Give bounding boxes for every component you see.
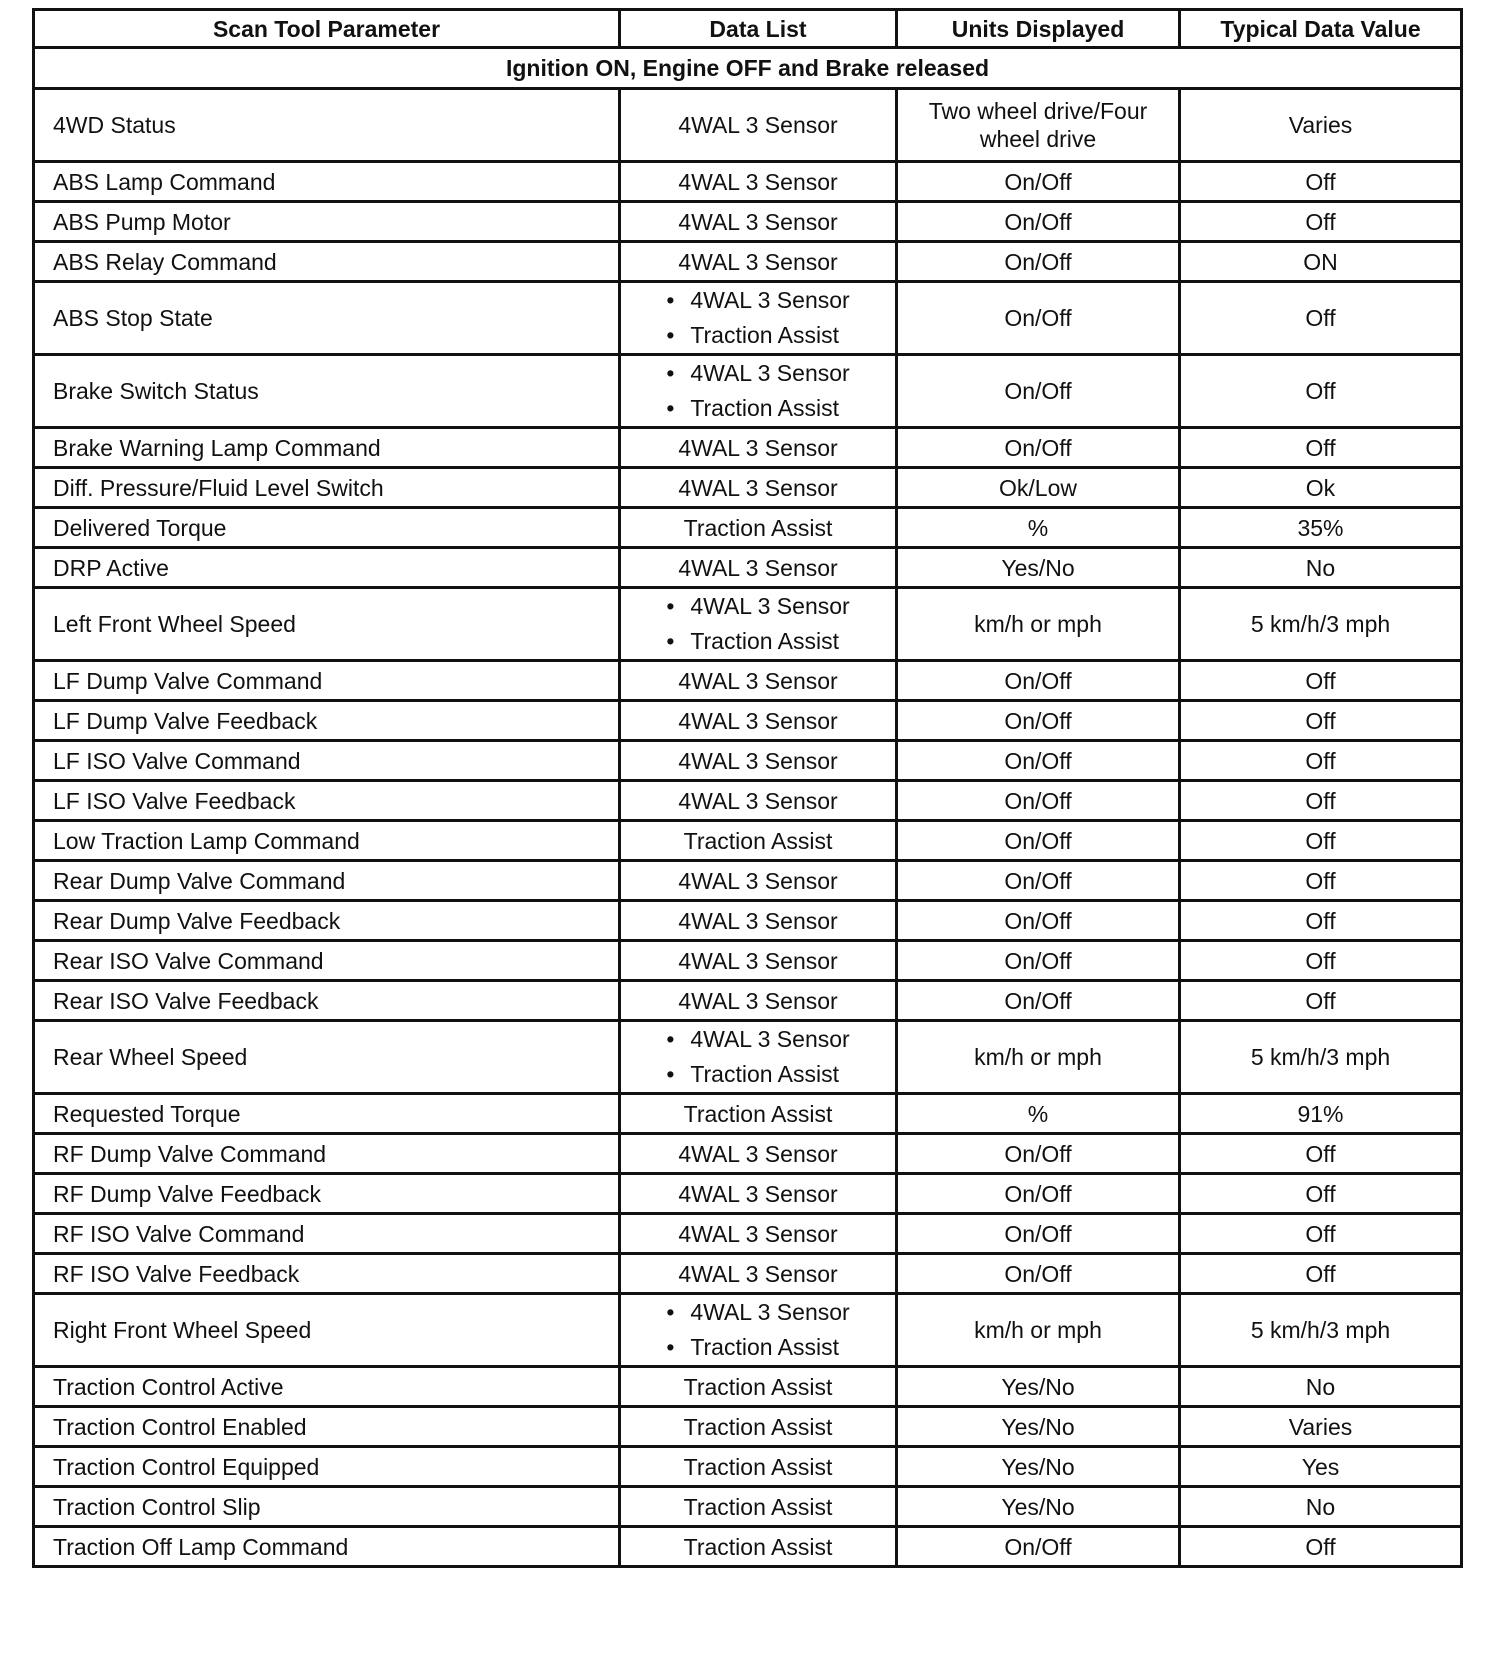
cell-typical-data-value: Off <box>1180 901 1462 941</box>
bullet-icon: • <box>666 1334 675 1360</box>
cell-scan-tool-parameter: Rear ISO Valve Command <box>34 941 620 981</box>
cell-units-displayed: km/h or mph <box>897 1021 1180 1094</box>
table-row <box>34 901 1462 941</box>
cell-typical-data-value: ON <box>1180 242 1462 282</box>
cell-data-list <box>620 282 897 355</box>
cell-scan-tool-parameter: Traction Control Equipped <box>34 1447 620 1487</box>
cell-units-displayed: Ok/Low <box>897 468 1180 508</box>
cell-typical-data-value: Off <box>1180 741 1462 781</box>
cell-units-displayed: On/Off <box>897 861 1180 901</box>
table-row <box>34 242 1462 282</box>
header-scan-tool-parameter: Scan Tool Parameter <box>34 10 620 48</box>
table-row <box>34 1021 1462 1094</box>
cell-units-displayed: On/Off <box>897 162 1180 202</box>
cell-units-displayed: On/Off <box>897 1214 1180 1254</box>
table-row <box>34 1407 1462 1447</box>
table-row <box>34 1527 1462 1567</box>
cell-typical-data-value: Yes <box>1180 1447 1462 1487</box>
cell-data-list: 4WAL 3 Sensor <box>620 701 897 741</box>
cell-units-displayed: Two wheel drive/Four wheel drive <box>897 89 1180 162</box>
cell-data-list: 4WAL 3 Sensor <box>620 468 897 508</box>
data-list-item-label: 4WAL 3 Sensor <box>690 1026 850 1052</box>
cell-data-list: Traction Assist <box>620 1407 897 1447</box>
cell-data-list: Traction Assist <box>620 1487 897 1527</box>
cell-units-displayed: Yes/No <box>897 1367 1180 1407</box>
cell-scan-tool-parameter: Delivered Torque <box>34 508 620 548</box>
cell-scan-tool-parameter: RF ISO Valve Feedback <box>34 1254 620 1294</box>
table-row <box>34 355 1462 428</box>
table-row <box>34 861 1462 901</box>
cell-units-displayed: On/Off <box>897 661 1180 701</box>
cell-typical-data-value: 5 km/h/3 mph <box>1180 1021 1462 1094</box>
cell-typical-data-value: Varies <box>1180 89 1462 162</box>
cell-scan-tool-parameter: RF ISO Valve Command <box>34 1214 620 1254</box>
data-list-item-label: 4WAL 3 Sensor <box>690 593 850 619</box>
cell-scan-tool-parameter: 4WD Status <box>34 89 620 162</box>
cell-scan-tool-parameter: ABS Relay Command <box>34 242 620 282</box>
cell-scan-tool-parameter: LF Dump Valve Feedback <box>34 701 620 741</box>
cell-units-displayed: km/h or mph <box>897 588 1180 661</box>
cell-data-list: 4WAL 3 Sensor <box>620 548 897 588</box>
cell-scan-tool-parameter: ABS Pump Motor <box>34 202 620 242</box>
table-row <box>34 1367 1462 1407</box>
cell-typical-data-value: Off <box>1180 282 1462 355</box>
cell-units-displayed: On/Off <box>897 428 1180 468</box>
table-row <box>34 1094 1462 1134</box>
bullet-icon: • <box>666 287 675 313</box>
cell-typical-data-value: Ok <box>1180 468 1462 508</box>
data-list-item <box>666 624 849 659</box>
scan-tool-data-table <box>32 8 1463 1568</box>
table-row <box>34 468 1462 508</box>
cell-data-list: 4WAL 3 Sensor <box>620 428 897 468</box>
cell-units-displayed: Yes/No <box>897 1447 1180 1487</box>
cell-typical-data-value: No <box>1180 1487 1462 1527</box>
table-row <box>34 548 1462 588</box>
table-body <box>34 48 1462 1567</box>
cell-data-list: 4WAL 3 Sensor <box>620 901 897 941</box>
cell-typical-data-value: Off <box>1180 661 1462 701</box>
data-list-item <box>666 1022 849 1057</box>
table-row <box>34 741 1462 781</box>
cell-scan-tool-parameter: Rear ISO Valve Feedback <box>34 981 620 1021</box>
cell-scan-tool-parameter: Traction Control Active <box>34 1367 620 1407</box>
table-row <box>34 1134 1462 1174</box>
table-row <box>34 1174 1462 1214</box>
cell-typical-data-value: Off <box>1180 1527 1462 1567</box>
cell-data-list: 4WAL 3 Sensor <box>620 661 897 701</box>
data-list-item-label: Traction Assist <box>690 1061 840 1087</box>
table-header <box>34 10 1462 48</box>
table-row <box>34 981 1462 1021</box>
cell-scan-tool-parameter: Diff. Pressure/Fluid Level Switch <box>34 468 620 508</box>
table-row <box>34 661 1462 701</box>
cell-units-displayed: On/Off <box>897 355 1180 428</box>
data-list-item <box>666 391 849 426</box>
table-row <box>34 282 1462 355</box>
data-list-bullets <box>666 283 849 353</box>
cell-typical-data-value: Off <box>1180 701 1462 741</box>
cell-data-list: 4WAL 3 Sensor <box>620 861 897 901</box>
cell-data-list: 4WAL 3 Sensor <box>620 242 897 282</box>
cell-data-list: Traction Assist <box>620 1367 897 1407</box>
cell-units-displayed: On/Off <box>897 821 1180 861</box>
cell-data-list: 4WAL 3 Sensor <box>620 781 897 821</box>
header-typical-data-value: Typical Data Value <box>1180 10 1462 48</box>
cell-data-list: 4WAL 3 Sensor <box>620 941 897 981</box>
bullet-icon: • <box>666 322 675 348</box>
cell-units-displayed: On/Off <box>897 941 1180 981</box>
data-list-bullets <box>666 356 849 426</box>
cell-data-list: Traction Assist <box>620 821 897 861</box>
cell-scan-tool-parameter: Brake Warning Lamp Command <box>34 428 620 468</box>
cell-typical-data-value: No <box>1180 548 1462 588</box>
cell-units-displayed: On/Off <box>897 242 1180 282</box>
cell-units-displayed: On/Off <box>897 981 1180 1021</box>
bullet-icon: • <box>666 360 675 386</box>
data-list-item-label: 4WAL 3 Sensor <box>690 360 850 386</box>
table-row <box>34 89 1462 162</box>
cell-units-displayed: Yes/No <box>897 1407 1180 1447</box>
table-row <box>34 588 1462 661</box>
table-row <box>34 821 1462 861</box>
cell-typical-data-value: No <box>1180 1367 1462 1407</box>
cell-scan-tool-parameter: Traction Off Lamp Command <box>34 1527 620 1567</box>
cell-units-displayed: On/Off <box>897 202 1180 242</box>
data-list-bullets <box>666 1295 849 1365</box>
cell-scan-tool-parameter: Traction Control Slip <box>34 1487 620 1527</box>
cell-typical-data-value: 35% <box>1180 508 1462 548</box>
cell-data-list <box>620 588 897 661</box>
cell-units-displayed: On/Off <box>897 1527 1180 1567</box>
table-row <box>34 1447 1462 1487</box>
data-list-item <box>666 589 849 624</box>
cell-scan-tool-parameter: RF Dump Valve Feedback <box>34 1174 620 1214</box>
cell-typical-data-value: Off <box>1180 1134 1462 1174</box>
data-list-item <box>666 318 849 353</box>
table-row <box>34 1254 1462 1294</box>
cell-data-list: 4WAL 3 Sensor <box>620 981 897 1021</box>
cell-typical-data-value: Off <box>1180 1254 1462 1294</box>
bullet-icon: • <box>666 1299 675 1325</box>
data-list-item-label: 4WAL 3 Sensor <box>690 1299 850 1325</box>
bullet-icon: • <box>666 593 675 619</box>
cell-scan-tool-parameter: Rear Wheel Speed <box>34 1021 620 1094</box>
cell-data-list: 4WAL 3 Sensor <box>620 1174 897 1214</box>
cell-scan-tool-parameter: LF ISO Valve Command <box>34 741 620 781</box>
cell-typical-data-value: Off <box>1180 428 1462 468</box>
data-list-item <box>666 283 849 318</box>
table-row <box>34 508 1462 548</box>
cell-data-list: 4WAL 3 Sensor <box>620 1134 897 1174</box>
header-data-list: Data List <box>620 10 897 48</box>
table-row <box>34 701 1462 741</box>
bullet-icon: • <box>666 1026 675 1052</box>
cell-scan-tool-parameter: Traction Control Enabled <box>34 1407 620 1447</box>
cell-typical-data-value: 91% <box>1180 1094 1462 1134</box>
cell-typical-data-value: Off <box>1180 162 1462 202</box>
cell-data-list: Traction Assist <box>620 1527 897 1567</box>
cell-data-list <box>620 1021 897 1094</box>
cell-data-list <box>620 1294 897 1367</box>
cell-units-displayed: Yes/No <box>897 548 1180 588</box>
cell-units-displayed: On/Off <box>897 282 1180 355</box>
cell-typical-data-value: Off <box>1180 941 1462 981</box>
cell-scan-tool-parameter: Brake Switch Status <box>34 355 620 428</box>
cell-typical-data-value: Off <box>1180 1214 1462 1254</box>
table-row <box>34 941 1462 981</box>
cell-units-displayed: On/Off <box>897 901 1180 941</box>
cell-units-displayed: On/Off <box>897 701 1180 741</box>
cell-scan-tool-parameter: LF Dump Valve Command <box>34 661 620 701</box>
cell-typical-data-value: Off <box>1180 1174 1462 1214</box>
cell-scan-tool-parameter: ABS Stop State <box>34 282 620 355</box>
cell-units-displayed: On/Off <box>897 1134 1180 1174</box>
cell-typical-data-value: Off <box>1180 355 1462 428</box>
data-list-item <box>666 1330 849 1365</box>
data-list-item-label: Traction Assist <box>690 628 840 654</box>
cell-typical-data-value: Off <box>1180 861 1462 901</box>
table-row <box>34 162 1462 202</box>
table-row <box>34 428 1462 468</box>
table-row <box>34 1294 1462 1367</box>
cell-scan-tool-parameter: Low Traction Lamp Command <box>34 821 620 861</box>
cell-units-displayed: On/Off <box>897 1254 1180 1294</box>
section-title: Ignition ON, Engine OFF and Brake released <box>34 48 1462 89</box>
cell-data-list: 4WAL 3 Sensor <box>620 202 897 242</box>
data-list-item-label: Traction Assist <box>690 1334 840 1360</box>
cell-units-displayed: On/Off <box>897 781 1180 821</box>
data-list-bullets <box>666 1022 849 1092</box>
header-row <box>34 10 1462 48</box>
cell-data-list: Traction Assist <box>620 1447 897 1487</box>
cell-typical-data-value: Off <box>1180 981 1462 1021</box>
section-row <box>34 48 1462 89</box>
cell-scan-tool-parameter: RF Dump Valve Command <box>34 1134 620 1174</box>
cell-scan-tool-parameter: ABS Lamp Command <box>34 162 620 202</box>
cell-data-list: 4WAL 3 Sensor <box>620 162 897 202</box>
cell-data-list: 4WAL 3 Sensor <box>620 1254 897 1294</box>
data-list-item-label: Traction Assist <box>690 395 840 421</box>
cell-typical-data-value: Off <box>1180 202 1462 242</box>
table-row <box>34 202 1462 242</box>
data-list-bullets <box>666 589 849 659</box>
cell-units-displayed: km/h or mph <box>897 1294 1180 1367</box>
data-list-item <box>666 1295 849 1330</box>
cell-typical-data-value: Off <box>1180 821 1462 861</box>
cell-data-list: 4WAL 3 Sensor <box>620 1214 897 1254</box>
data-list-item <box>666 1057 849 1092</box>
cell-typical-data-value: Varies <box>1180 1407 1462 1447</box>
data-list-item-label: Traction Assist <box>690 322 840 348</box>
header-units-displayed: Units Displayed <box>897 10 1180 48</box>
table-row <box>34 781 1462 821</box>
table-row <box>34 1214 1462 1254</box>
cell-typical-data-value: 5 km/h/3 mph <box>1180 1294 1462 1367</box>
cell-scan-tool-parameter: LF ISO Valve Feedback <box>34 781 620 821</box>
cell-units-displayed: On/Off <box>897 1174 1180 1214</box>
bullet-icon: • <box>666 395 675 421</box>
bullet-icon: • <box>666 628 675 654</box>
cell-data-list: 4WAL 3 Sensor <box>620 741 897 781</box>
cell-data-list <box>620 355 897 428</box>
cell-scan-tool-parameter: Rear Dump Valve Command <box>34 861 620 901</box>
cell-typical-data-value: 5 km/h/3 mph <box>1180 588 1462 661</box>
cell-data-list: Traction Assist <box>620 1094 897 1134</box>
data-list-item <box>666 356 849 391</box>
table-row <box>34 1487 1462 1527</box>
cell-data-list: 4WAL 3 Sensor <box>620 89 897 162</box>
cell-data-list: Traction Assist <box>620 508 897 548</box>
cell-units-displayed: % <box>897 1094 1180 1134</box>
cell-units-displayed: % <box>897 508 1180 548</box>
cell-units-displayed: On/Off <box>897 741 1180 781</box>
cell-scan-tool-parameter: Requested Torque <box>34 1094 620 1134</box>
data-list-item-label: 4WAL 3 Sensor <box>690 287 850 313</box>
bullet-icon: • <box>666 1061 675 1087</box>
cell-scan-tool-parameter: DRP Active <box>34 548 620 588</box>
cell-typical-data-value: Off <box>1180 781 1462 821</box>
cell-scan-tool-parameter: Rear Dump Valve Feedback <box>34 901 620 941</box>
cell-units-displayed: Yes/No <box>897 1487 1180 1527</box>
cell-scan-tool-parameter: Right Front Wheel Speed <box>34 1294 620 1367</box>
cell-scan-tool-parameter: Left Front Wheel Speed <box>34 588 620 661</box>
